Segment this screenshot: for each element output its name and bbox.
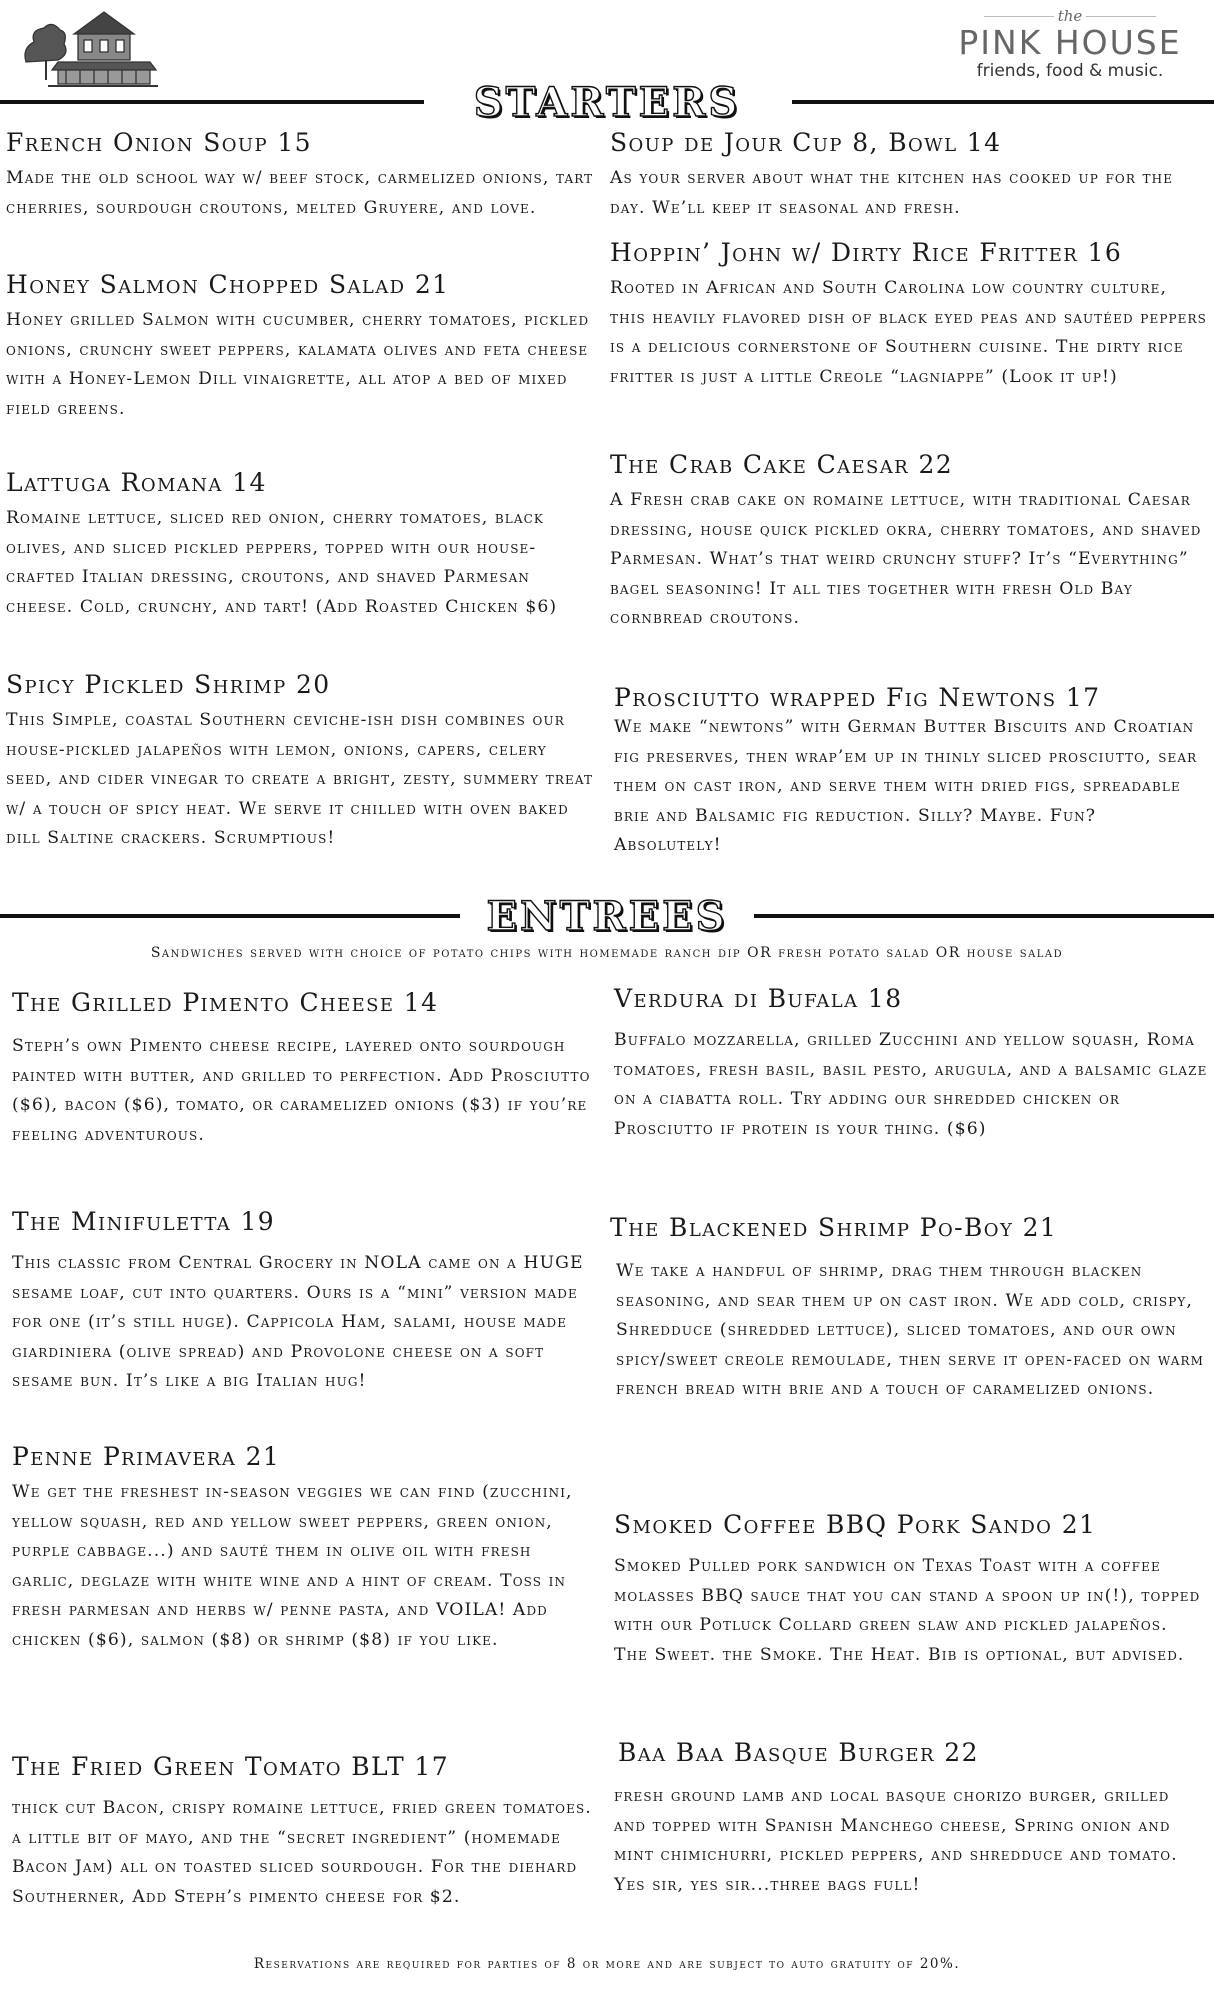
item-name: Honey Salmon Chopped Salad 21 <box>6 270 450 299</box>
item-description: We make “newtons” with German Butter Biscuits and Croatian fig preserves, then wrap’em up in thinly sliced prosciutto, sear them on cast iron, and serve them with dried figs, spreadable brie and Balsamic fig reduction. Silly? Maybe. Fun? Absolutely! <box>614 717 1198 856</box>
menu-item <box>610 1213 1208 1405</box>
item-name: Soup de Jour Cup 8, Bowl 14 <box>610 128 1002 157</box>
menu-item <box>12 1207 596 1397</box>
item-name: The Crab Cake Caesar 22 <box>610 450 954 479</box>
item-description: fresh ground lamb and local basque chorizo burger, grilled and topped with Spanish Manchego cheese, Spring onion and mint chimichurri, pickled peppers, and shredduce and tomato. Yes sir, yes sir...three bags full! <box>614 1786 1178 1895</box>
item-description: This Simple, coastal Southern ceviche-ish dish combines our house-pickled jalapeños with lemon, onions, capers, celery seed, and cider vinegar to create a bright, zesty, summery treat w/ a touch of spicy heat. We serve it chilled with oven baked dill Saltine crackers. Scrumptious! <box>6 710 594 849</box>
menu-item <box>610 128 1208 223</box>
item-name: Verdura di Bufala 18 <box>614 984 903 1013</box>
item-description: Made the old school way w/ beef stock, carmelized onions, tart cherries, sourdough croutons, melted Gruyere, and love. <box>6 168 594 218</box>
brand-wordmark <box>940 6 1200 81</box>
menu-item <box>614 1510 1208 1670</box>
item-description: We get the freshest in-season veggies we can find (zucchini, yellow squash, red and yellow sweet peppers, green onion, purple cabbage...) and sauté them in olive oil with fresh garlic, deglaze with white wine and a hint of cream. Toss in fresh parmesan and herbs w/ penne pasta, and VOILA! Add chicken ($6), salmon ($8) or shrimp ($8) if you like. <box>12 1482 573 1650</box>
menu-item <box>6 270 594 424</box>
item-description: Buffalo mozzarella, grilled Zucchini and yellow squash, Roma tomatoes, fresh basil, basil pesto, arugula, and a balsamic glaze on a ciabatta roll. Try adding our shredded chicken or Prosciutto if protein is your thing. ($6) <box>614 1030 1208 1139</box>
brand-tagline: friends, food & music. <box>976 61 1164 81</box>
item-name: Lattuga Romana 14 <box>6 468 267 497</box>
entrees-heading <box>0 893 1214 940</box>
item-name: Baa Baa Basque Burger 22 <box>618 1738 979 1767</box>
brand-name: PINK HOUSE <box>958 23 1182 62</box>
item-name: Hoppin’ John w/ Dirty Rice Fritter 16 <box>610 238 1123 267</box>
item-description: As your server about what the kitchen has cooked up for the day. We’ll keep it seasonal and fresh. <box>610 168 1174 218</box>
item-name: Prosciutto wrapped Fig Newtons 17 <box>614 683 1101 712</box>
menu-item <box>614 1738 1208 1900</box>
menu-item <box>6 128 594 223</box>
menu-item <box>12 1442 596 1656</box>
menu-item <box>12 1752 596 1912</box>
item-name: The Fried Green Tomato BLT 17 <box>12 1752 450 1781</box>
brand-the: the <box>1057 7 1083 25</box>
menu-item <box>614 984 1208 1144</box>
item-name: The Minifuletta 19 <box>12 1207 276 1236</box>
menu-item <box>610 450 1208 634</box>
entrees-title: ENTREES <box>486 893 728 940</box>
item-name: Smoked Coffee BBQ Pork Sando 21 <box>614 1510 1097 1539</box>
item-description: Rooted in African and South Carolina low country culture, this heavily flavored dish of black eyed peas and sautéed peppers is a delicious cornerstone of Southern cuisine. The dirty rice fritter is just a little Creole “lagniappe” (Look it up!) <box>610 278 1207 387</box>
item-description: A Fresh crab cake on romaine lettuce, with traditional Caesar dressing, house quick pickled okra, cherry tomatoes, and shaved Parmesan. What’s that weird crunchy stuff? It’s “Everything” bagel seasoning! It all ties together with fresh Old Bay cornbread croutons. <box>610 490 1202 629</box>
entrees-subtitle: Sandwiches served with choice of potato chips with homemade ranch dip OR fresh potato salad OR house salad <box>150 945 1064 961</box>
house-logo-icon <box>18 4 163 90</box>
menu-item <box>614 683 1208 861</box>
reservation-note: Reservations are required for parties of 8 or more and are subject to auto gratuity of 20%. <box>253 1956 961 1972</box>
starters-heading <box>0 79 1214 126</box>
item-description: thick cut Bacon, crispy romaine lettuce, fried green tomatoes. a little bit of mayo, and the “secret ingredient” (homemade Bacon Jam) all on toasted sliced sourdough. For the diehard Southerner, Add Steph’s pimento cheese for $2. <box>12 1798 592 1907</box>
item-description: This classic from Central Grocery in NOLA came on a HUGE sesame loaf, cut into quarters. Ours is a “mini” version made for one (it’s still huge). Cappicola Ham, salami, house made giardiniera (olive spread) and Provolone cheese on a soft sesame bun. It’s like a big Italian hug! <box>12 1253 584 1392</box>
menu-item <box>12 988 596 1150</box>
item-name: The Grilled Pimento Cheese 14 <box>12 988 439 1017</box>
item-description: Honey grilled Salmon with cucumber, cherry tomatoes, pickled onions, crunchy sweet peppers, kalamata olives and feta cheese with a Honey-Lemon Dill vinaigrette, all atop a bed of mixed field greens. <box>6 310 590 419</box>
item-description: Steph’s own Pimento cheese recipe, layered onto sourdough painted with butter, and grilled to perfection. Add Prosciutto ($6), bacon ($6), tomato, or caramelized onions ($3) if you’re feeling adventurous. <box>12 1036 591 1145</box>
item-description: We take a handful of shrimp, drag them through blacken seasoning, and sear them up on cast iron. We add cold, crispy, Shredduce (shredded lettuce), sliced tomatoes, and our own spicy/sweet creole remoulade, then serve it open-faced on warm french bread with brie and a touch of caramelized onions. <box>616 1261 1205 1400</box>
item-description: Smoked Pulled pork sandwich on Texas Toast with a coffee molasses BBQ sauce that you can stand a spoon up in(!), topped with our Potluck Collard green slaw and pickled jalapeños. The Sweet. the Smoke. The Heat. Bib is optional, but advised. <box>614 1556 1201 1665</box>
menu-item <box>6 670 594 854</box>
menu-item <box>610 238 1208 392</box>
item-description: Romaine lettuce, sliced red onion, cherry tomatoes, black olives, and sliced pickled peppers, topped with our house-crafted Italian dressing, croutons, and shaved Parmesan cheese. Cold, crunchy, and tart! (Add Roasted Chicken $6) <box>6 508 558 617</box>
item-name: The Blackened Shrimp Po-Boy 21 <box>610 1213 1058 1242</box>
item-name: Penne Primavera 21 <box>12 1442 281 1471</box>
menu-item <box>6 468 594 622</box>
starters-title: STARTERS <box>473 79 741 126</box>
item-name: French Onion Soup 15 <box>6 128 312 157</box>
item-name: Spicy Pickled Shrimp 20 <box>6 670 331 699</box>
